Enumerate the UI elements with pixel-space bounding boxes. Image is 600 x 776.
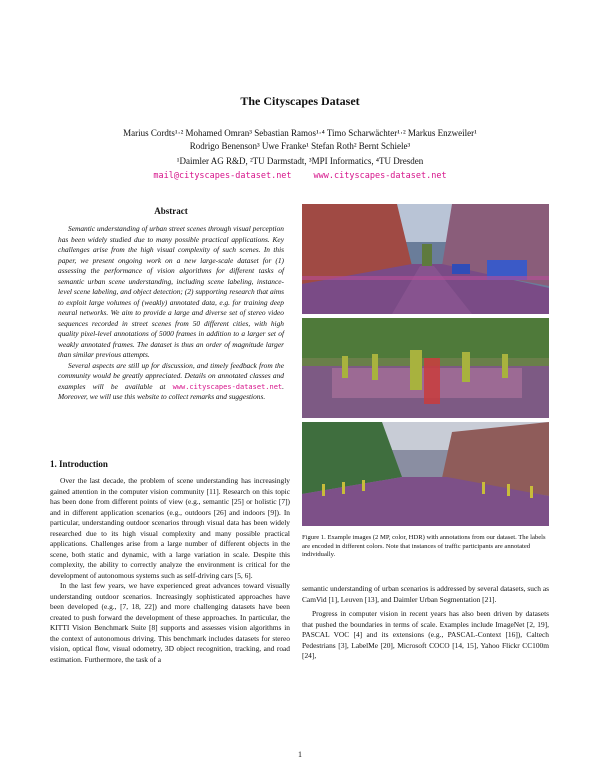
right-paragraph-1: semantic understanding of urban scenarios is addressed by several datasets, such as CamVid [1], Leuven [13], and Daimler Urban Segmentation [21]. — [302, 584, 549, 604]
figure-image-1 — [302, 204, 549, 314]
abstract-paragraph-2: Several aspects are still up for discussion, and timely feedback from the community would be greatly appreciated. Details on annotated classes and examples will be available at www.cityscapes-dataset.net. Moreover, we will use this website to collect remarks and suggestions. — [58, 360, 284, 401]
right-paragraph-2: Progress in computer vision in recent years has also been driven by datasets that pushed the boundaries in terms of scale. Examples include ImageNet [2, 19], PASCAL VOC [4] and its extensions (e.g., PASCAL-Context [16]), Caltech Pedestrians [3], LabelMe [20], Microsoft COCO [14, 15], Yahoo Flickr CC100m [24], — [302, 609, 549, 660]
right-column-body — [302, 584, 549, 662]
paper-title: The Cityscapes Dataset — [240, 94, 360, 108]
website-link[interactable]: www.cityscapes-dataset.net — [313, 171, 447, 181]
introduction-body — [50, 476, 290, 665]
page-number: 1 — [298, 750, 302, 759]
affiliations: ¹Daimler AG R&D, ²TU Darmstadt, ³MPI Informatics, ⁴TU Dresden — [176, 156, 424, 166]
email-link[interactable]: mail@cityscapes-dataset.net — [153, 171, 292, 181]
authors-line-1: Marius Cordts¹·² Mohamed Omran³ Sebastian Ramos¹·⁴ Timo Scharwächter¹·² Markus Enzweiler¹ — [123, 128, 477, 138]
contact-line — [40, 170, 560, 181]
intro-paragraph-1: Over the last decade, the problem of scene understanding has increasingly gained attention in the computer vision community [11]. Research on this topic has been done from different points of view (e.g., semantic [25] or holistic [7]) and in different application scenarios (e.g., outdoors [26] and indoors [9]). In particular, understanding outdoor scenarios through visual data has been widely researched due to its high visual complexity and many possible practical applications. Challenges arise from a large number of different objects in the scene, both static and dynamic, with a large variation in scale. Despite this complexity, the ability to correctly analyze the environment is critical for the development of autonomous systems such as self-driving cars [5, 6]. — [50, 476, 290, 580]
figure-caption: Figure 1. Example images (2 MP, color, HDR) with annotations from our dataset. The labels are encoded in different colors. Note that instances of traffic participants are annotated individually. — [302, 534, 546, 559]
figure-image-2 — [302, 318, 549, 418]
abstract-website-link[interactable]: www.cityscapes-dataset.net — [172, 382, 283, 391]
authors-line-2: Rodrigo Benenson³ Uwe Franke¹ Stefan Roth² Bernt Schiele³ — [189, 141, 411, 151]
abstract-body — [58, 224, 284, 403]
intro-paragraph-2: In the last few years, we have experienced great advances toward visually understanding outdoor scenarios. Increasingly sophisticated approaches have been developed (e.g., [7, 18, 22]) and more challenging datasets have been created to push forward the development of these approaches. In particular, the KITTI Vision Benchmark Suite [8] supports and assesses vision algorithms in the context of autonomous driving. This benchmark includes datasets for stereo vision, optical flow, visual odometry, 3D object recognition, tracking, and road estimation. Furthermore, the task of a — [50, 581, 290, 664]
figure-image-3 — [302, 422, 549, 526]
abstract-paragraph-1: Semantic understanding of urban street scenes through visual perception has been widely studied due to many possible practical applications. Key challenges arise from the high visual complexity of such scenes. In this paper, we present ongoing work on a new large-scale dataset for (1) assessing the performance of vision algorithms for different tasks of semantic urban scene understanding, including scene labeling, instance-level scene labeling, and object detection; (2) supporting research that aims to exploit large volumes of (weakly) annotated data, e.g. for training deep neural networks. We aim to provide a large and diverse set of stereo video sequences recorded in street scenes from 50 different cities, with high quality pixel-level annotations of 5000 frames in addition to a larger set of weakly annotated frames. The dataset is thus an order of magnitude larger than similar previous attempts. — [58, 224, 284, 359]
abstract-heading: Abstract — [154, 206, 188, 216]
section-heading-introduction: 1. Introduction — [50, 459, 108, 469]
